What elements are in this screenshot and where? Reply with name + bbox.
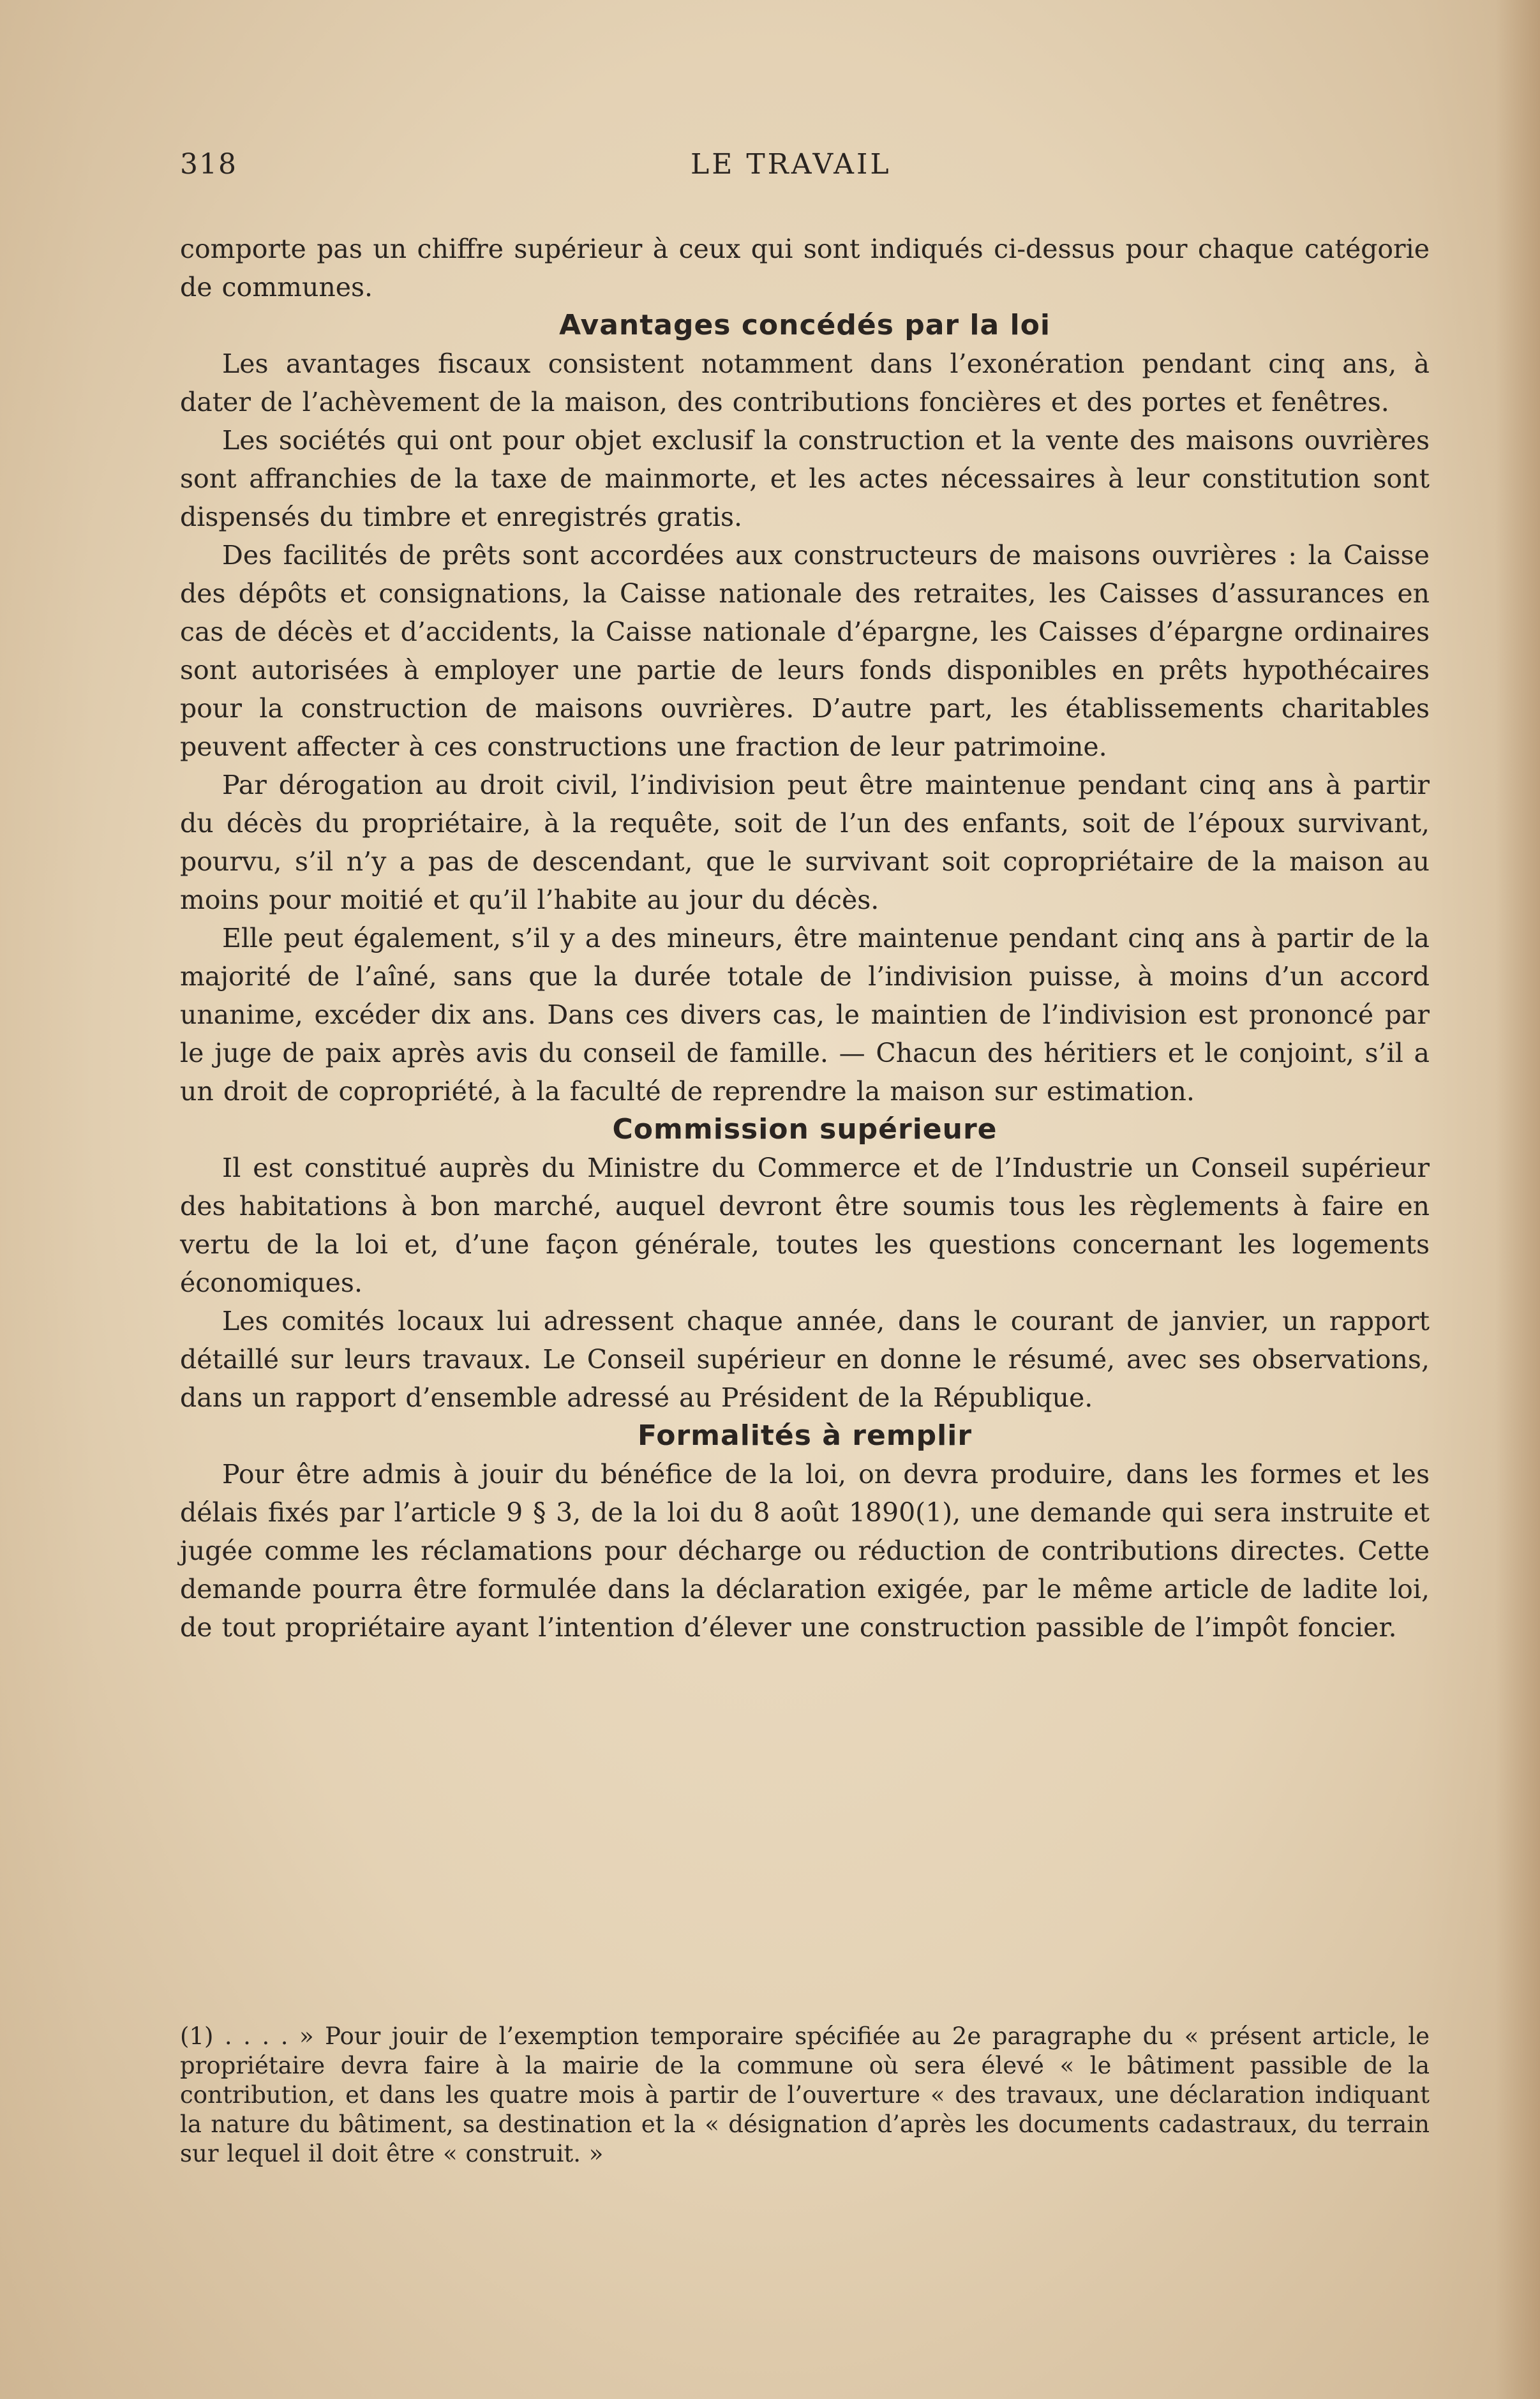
body-text [180, 230, 1430, 1647]
paragraph: Les comités locaux lui adressent chaque année, dans le courant de janvier, un rapport détaillé sur leurs travaux. Le Conseil supérieur en donne le résumé, avec ses observations, dans un rapport d’ensemble adressé au Président de la République. [180, 1306, 1430, 1413]
paragraph: Pour être admis à jouir du bénéfice de la loi, on devra produire, dans les formes et les délais fixés par l’article 9 § 3, de la loi du 8 août 1890(1), une demande qui sera instruite et jugée comme les réclamations pour décharge ou réduction de contributions directes. Cette demande pourra être formulée dans la déclaration exigée, par le même article de ladite loi, de tout propriétaire ayant l’intention d’élever une construction passible de l’impôt foncier. [180, 1459, 1430, 1643]
section-heading-commission: Commission supérieure [612, 1113, 998, 1146]
paragraph: Des facilités de prêts sont accordées aux constructeurs de maisons ouvrières : la Caisse des dépôts et consignations, la Caisse nationale des retraites, les Caisses d’assurances en cas de décès et d’accidents, la Caisse nationale d’épargne, les Caisses d’épargne ordinaires sont autorisées à employer une partie de leurs fonds disponibles en prêts hypothécaires pour la construction de maisons ouvrières. D’autre part, les établissements charitables peuvent affecter à ces constructions une fraction de leur patrimoine. [180, 540, 1430, 762]
paragraph-intro: comporte pas un chiffre supérieur à ceux qui sont indiqués ci-dessus pour chaque catégorie de communes. [180, 234, 1430, 303]
running-title: LE TRAVAIL [691, 148, 892, 181]
paragraph: Les sociétés qui ont pour objet exclusif la construction et la vente des maisons ouvrières sont affranchies de la taxe de mainmorte, et les actes nécessaires à leur constitution sont dispensés du timbre et enregistrés gratis. [180, 425, 1430, 532]
section-heading-avantages: Avantages concédés par la loi [559, 309, 1050, 341]
footnote [180, 2022, 1430, 2169]
running-header [180, 148, 1431, 193]
paragraph: Les avantages fiscaux consistent notamment dans l’exonération pendant cinq ans, à dater de l’achèvement de la maison, des contributions foncières et des portes et fenêtres. [180, 348, 1430, 417]
section-heading-formalites: Formalités à remplir [637, 1419, 973, 1452]
page-edge-shadow [1495, 0, 1540, 2399]
footnote-text: (1) . . . . » Pour jouir de l’exemption temporaire spécifiée au 2e paragraphe du « présent article, le propriétaire devra faire à la mairie de la commune où sera élevé « le bâtiment passible de la contribution, et dans les quatre mois à partir de l’ouverture « des travaux, une déclaration indiquant la nature du bâtiment, sa destination et la « désignation d’après les documents cadastraux, du terrain sur lequel il doit être « construit. » [180, 2022, 1430, 2167]
paragraph: Elle peut également, s’il y a des mineurs, être maintenue pendant cinq ans à partir de la majorité de l’aîné, sans que la durée totale de l’indivision puisse, à moins d’un accord unanime, excéder dix ans. Dans ces divers cas, le maintien de l’indivision est prononcé par le juge de paix après avis du conseil de famille. — Chacun des héritiers et le conjoint, s’il a un droit de copropriété, à la faculté de reprendre la maison sur estimation. [180, 923, 1430, 1107]
paragraph: Il est constitué auprès du Ministre du Commerce et de l’Industrie un Conseil supérieur des habitations à bon marché, auquel devront être soumis tous les règlements à faire en vertu de la loi et, d’une façon générale, toutes les questions concernant les logements économiques. [180, 1153, 1430, 1298]
page-number: 318 [180, 148, 237, 181]
paragraph: Par dérogation au droit civil, l’indivision peut être maintenue pendant cinq ans à partir du décès du propriétaire, à la requête, soit de l’un des enfants, soit de l’époux survivant, pourvu, s’il n’y a pas de descendant, que le survivant soit copropriétaire de la maison au moins pour moitié et qu’il l’habite au jour du décès. [180, 770, 1430, 915]
